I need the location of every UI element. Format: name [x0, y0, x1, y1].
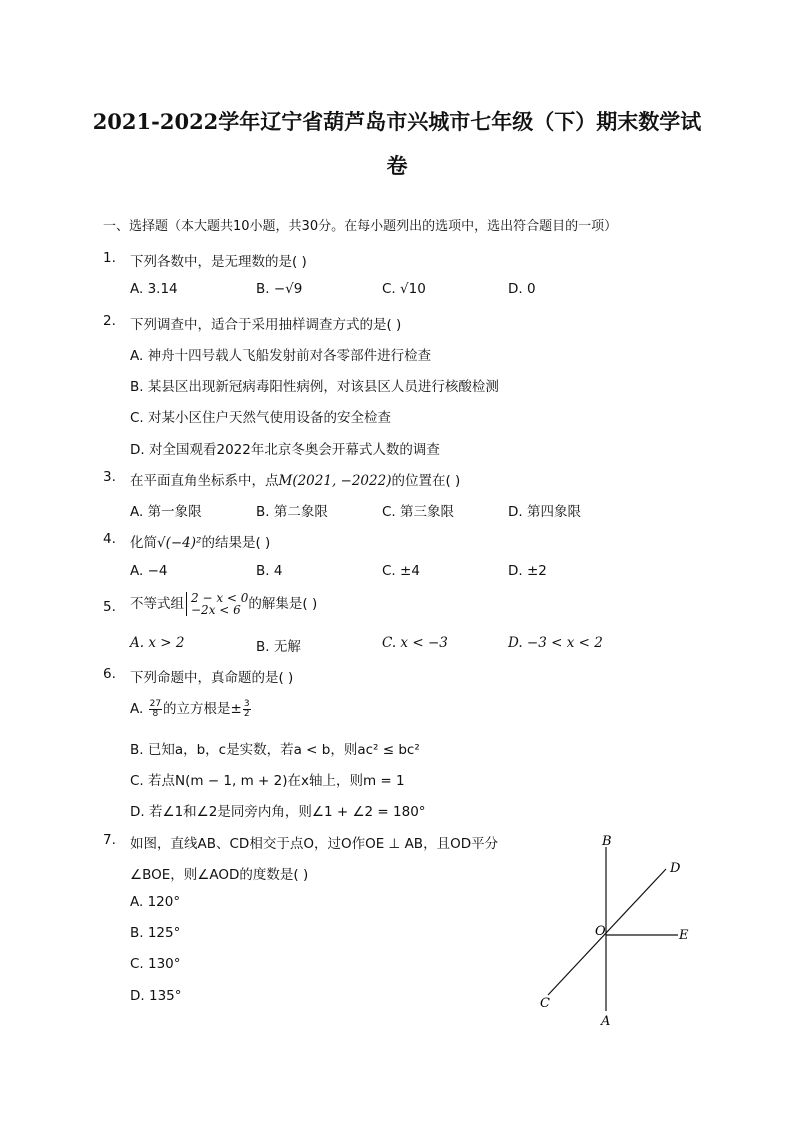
page-title [60, 100, 734, 188]
question-text [130, 592, 317, 616]
question-number: 3. [103, 469, 116, 485]
title-line-2: 卷 [386, 153, 408, 178]
question-text-post: 的解集是( ) [248, 596, 318, 612]
option-c: C. 130° [130, 956, 181, 972]
inequality-system [186, 592, 248, 616]
fraction-numerator: 3 [243, 698, 250, 709]
label-o: O [595, 924, 606, 939]
fraction-27-8 [149, 700, 162, 719]
question-text [130, 469, 460, 489]
option-a: A. 120° [130, 894, 181, 910]
option-a-letter: A. [130, 701, 144, 717]
option-b: B. −√9 [256, 281, 303, 297]
option-a: A. 神舟十四号载人飞船发射前对各零部件进行检查 [130, 348, 432, 364]
option-b: B. 125° [130, 925, 181, 941]
option-c: C. 若点N(m − 1, m + 2)在x轴上，则m = 1 [130, 773, 405, 789]
line-cd [548, 869, 666, 995]
label-c: C [540, 996, 550, 1011]
question-text: 下列各数中，是无理数的是( ) [130, 254, 307, 270]
option-d: D. 0 [508, 281, 536, 297]
inequality-line-1: 2 − x < 0 [191, 591, 249, 605]
question-number: 1. [103, 250, 116, 266]
title-line-1: 2021-2022学年辽宁省葫芦岛市兴城市七年级（下）期末数学试 [92, 109, 702, 134]
option-b: B. 某县区出现新冠病毒阳性病例，对该县区人员进行核酸检测 [130, 379, 499, 395]
label-d: D [670, 861, 681, 876]
option-d: D. 若∠1和∠2是同旁内角，则∠1 + ∠2 = 180° [130, 804, 426, 820]
question-number: 4. [103, 531, 116, 547]
option-c: C. x < −3 [382, 635, 448, 651]
option-c: C. 第三象限 [382, 504, 455, 520]
option-b: B. 无解 [256, 639, 301, 655]
geometry-figure [520, 825, 700, 1035]
option-b: B. 已知a，b，c是实数，若a < b，则ac² ≤ bc² [130, 742, 420, 758]
question-text [130, 531, 270, 551]
option-a [130, 697, 252, 719]
option-a-text: 的立方根是± [163, 701, 242, 717]
option-a: A. 第一象限 [130, 504, 202, 520]
option-a: A. x > 2 [130, 635, 185, 651]
question-number: 5. [103, 599, 116, 615]
question-text: 下列命题中，真命题的是( ) [130, 670, 294, 686]
question-text-line-1: 如图，直线AB、CD相交于点O，过O作OE ⊥ AB，且OD平分 [130, 836, 499, 852]
option-b: B. 第二象限 [256, 504, 328, 520]
option-d: D. ±2 [508, 563, 547, 579]
question-number: 6. [103, 666, 116, 682]
fraction-numerator: 27 [149, 698, 162, 709]
option-d: D. 135° [130, 988, 182, 1004]
question-number: 7. [103, 832, 116, 848]
question-text-pre: 化简 [130, 535, 157, 551]
question-number: 2. [103, 313, 116, 329]
fraction-3-2 [243, 700, 251, 719]
question-text-pre: 在平面直角坐标系中，点 [130, 473, 279, 489]
option-c: C. 对某小区住户天然气使用设备的安全检查 [130, 410, 392, 426]
option-d: D. 对全国观看2022年北京冬奥会开幕式人数的调查 [130, 442, 440, 458]
label-e: E [679, 928, 689, 943]
question-math: M(2021, −2022) [278, 473, 392, 489]
question-text-pre: 不等式组 [130, 596, 184, 612]
option-d: D. −3 < x < 2 [508, 635, 603, 651]
option-b: B. 4 [256, 563, 283, 579]
option-a: A. 3.14 [130, 281, 178, 297]
inequality-line-2: −2x < 6 [191, 603, 241, 617]
question-text-post: 的结果是( ) [201, 535, 271, 551]
question-text-line-2: ∠BOE，则∠AOD的度数是( ) [130, 867, 309, 883]
question-math: √(−4)² [157, 535, 202, 551]
fraction-denominator: 8 [152, 708, 159, 719]
option-c: C. √10 [382, 281, 426, 297]
section-heading: 一、选择题（本大题共10小题，共30分。在每小题列出的选项中，选出符合题目的一项） [103, 219, 618, 234]
question-text-post: 的位置在( ) [391, 473, 461, 489]
option-c: C. ±4 [382, 563, 420, 579]
label-b: B [602, 834, 612, 849]
question-text: 下列调查中，适合于采用抽样调查方式的是( ) [130, 317, 402, 333]
fraction-denominator: 2 [243, 708, 250, 719]
label-a: A [601, 1014, 611, 1029]
option-d: D. 第四象限 [508, 504, 581, 520]
option-a: A. −4 [130, 563, 168, 579]
